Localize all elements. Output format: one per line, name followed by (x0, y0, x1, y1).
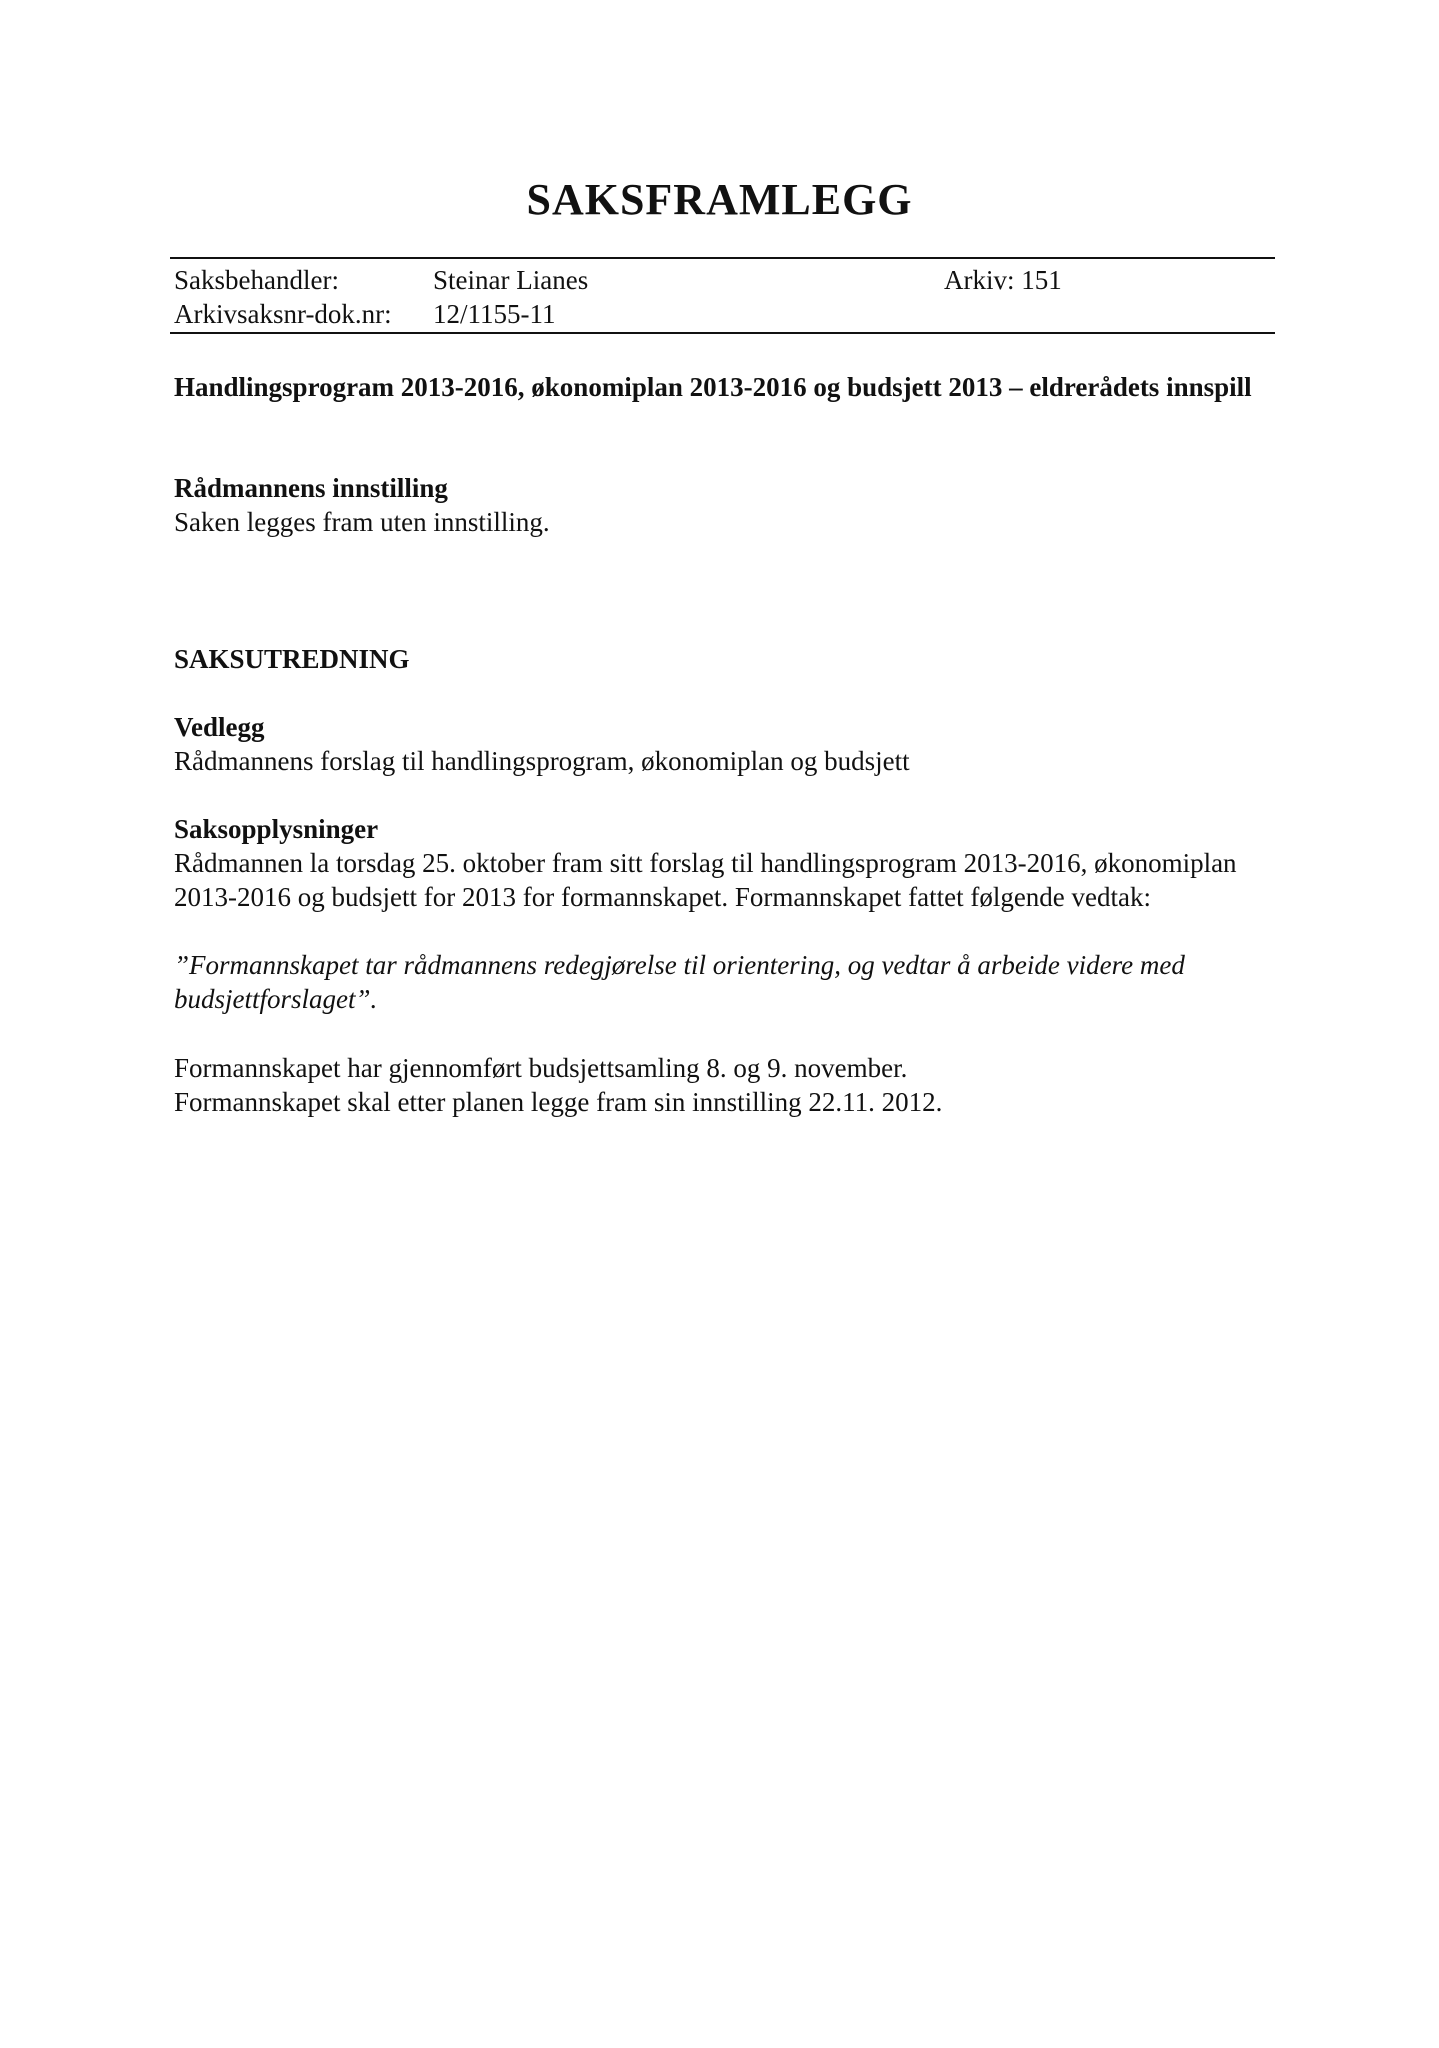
followup-line-1: Formannskapet har gjennomført budsjettsamling 8. og 9. november. (174, 1053, 908, 1083)
recommendation-heading: Rådmannens innstilling (174, 473, 448, 503)
document-title: SAKSFRAMLEGG (526, 175, 913, 224)
handler-value: Steinar Lianes (433, 265, 589, 295)
case-info-text: Rådmannen la torsdag 25. oktober fram sitt forslag til handlingsprogram 2013-2016, økonomiplan 2013-2016 og budsjett for 2013 for formannskapet. Formannskapet fattet følgende vedtak: (174, 848, 1237, 912)
decision-quote: ”Formannskapet tar rådmannens redegjørelse til orientering, og vedtar å arbeide videre med budsjettforslaget”. (174, 950, 1185, 1014)
attachments-heading: Vedlegg (174, 712, 265, 742)
case-title: Handlingsprogram 2013-2016, økonomiplan 2013-2016 og budsjett 2013 – eldrerådets innspill (174, 372, 1252, 402)
archive-number: Arkiv: 151 (944, 265, 1062, 295)
meta-row-handler (174, 263, 1274, 297)
section-heading: SAKSUTREDNING (174, 644, 410, 674)
header-rule-top (170, 257, 1275, 259)
followup-line-2: Formannskapet skal etter planen legge fram sin innstilling 22.11. 2012. (174, 1087, 943, 1117)
handler-label: Saksbehandler: (174, 265, 339, 295)
attachments-text: Rådmannens forslag til handlingsprogram, økonomiplan og budsjett (174, 746, 910, 776)
recommendation-text: Saken legges fram uten innstilling. (174, 507, 550, 537)
meta-row-case-number (174, 297, 1274, 331)
case-number-label: Arkivsaksnr-dok.nr: (174, 299, 392, 329)
case-number-value: 12/1155-11 (433, 299, 556, 329)
header-rule-bottom (170, 332, 1275, 334)
case-info-heading: Saksopplysninger (174, 814, 379, 844)
